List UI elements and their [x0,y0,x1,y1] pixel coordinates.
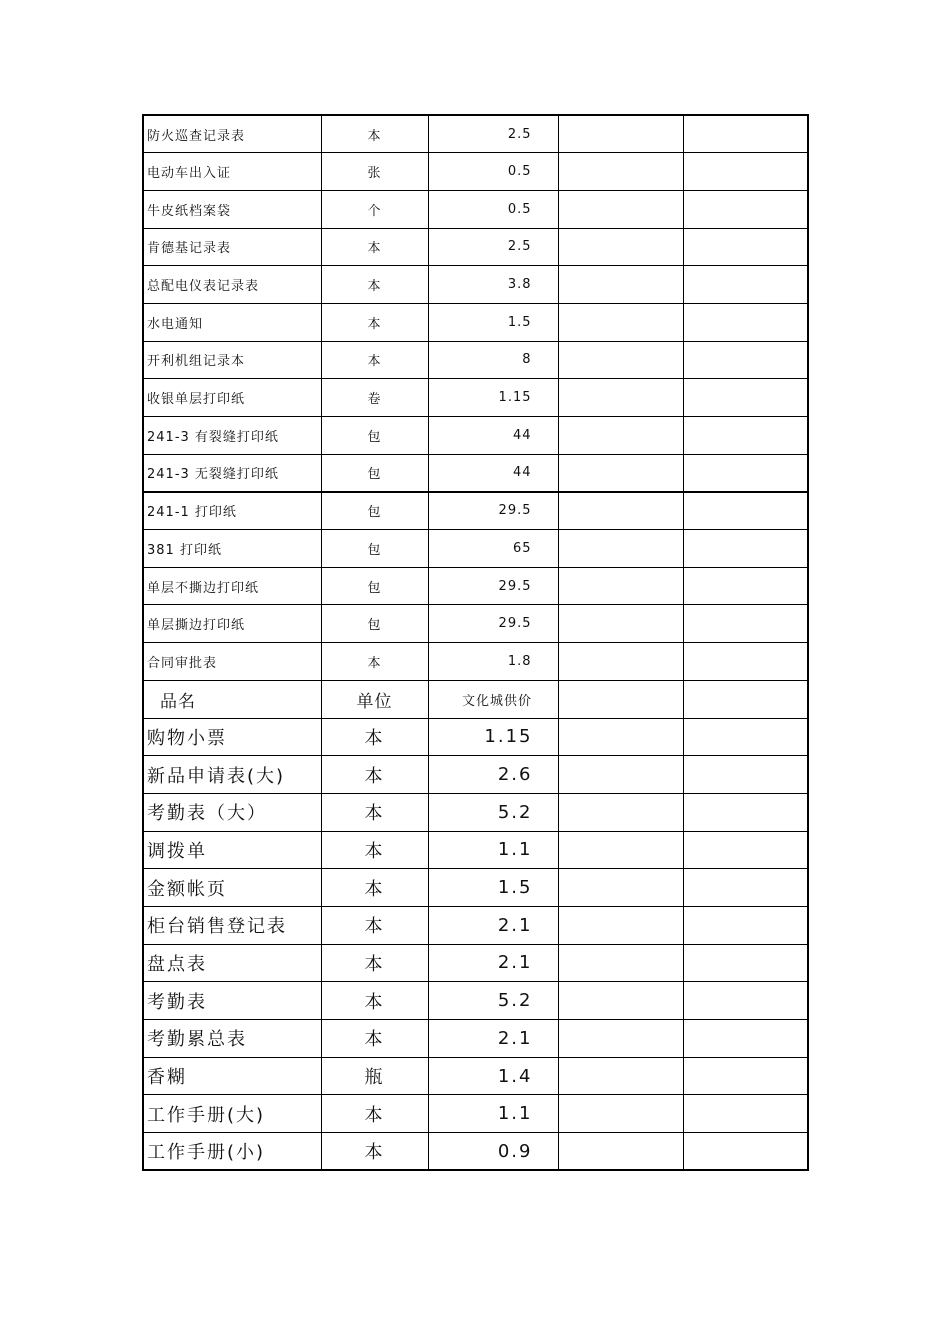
item-price-cell: 1.15 [428,718,558,756]
blank-cell [558,492,683,530]
item-unit-cell: 张 [321,153,428,191]
blank-cell [683,341,808,379]
item-unit-cell: 包 [321,530,428,568]
blank-cell [683,303,808,341]
item-unit-cell: 本 [321,793,428,831]
item-price-cell: 29.5 [428,567,558,605]
item-name-cell: 收银单层打印纸 [143,379,321,417]
blank-cell [683,417,808,455]
blank-cell [683,379,808,417]
header-price-cell: 文化城供价 [428,680,558,718]
table-row [143,1020,808,1058]
table-header-row [143,680,808,718]
table-row [143,1095,808,1133]
item-price-cell: 2.5 [428,228,558,266]
blank-cell [558,793,683,831]
item-price-cell: 65 [428,530,558,568]
table-row [143,605,808,643]
item-name-cell: 241-1 打印纸 [143,492,321,530]
item-price-cell: 2.6 [428,756,558,794]
item-name-cell: 工作手册(大) [143,1095,321,1133]
table-row [143,379,808,417]
item-name-cell: 调拨单 [143,831,321,869]
item-unit-cell: 个 [321,190,428,228]
item-price-cell: 5.2 [428,793,558,831]
item-price-cell: 1.8 [428,643,558,681]
table-row [143,303,808,341]
item-price-cell: 1.5 [428,303,558,341]
blank-cell [683,793,808,831]
item-name-cell: 防火巡查记录表 [143,115,321,153]
item-name-cell: 香糊 [143,1057,321,1095]
item-name-cell: 柜台销售登记表 [143,906,321,944]
item-price-cell: 8 [428,341,558,379]
item-name-cell: 电动车出入证 [143,153,321,191]
item-unit-cell: 包 [321,567,428,605]
blank-cell [683,1095,808,1133]
blank-cell [558,379,683,417]
item-name-cell: 购物小票 [143,718,321,756]
blank-cell [558,831,683,869]
table-row [143,190,808,228]
blank-cell [558,454,683,492]
blank-cell [683,643,808,681]
item-price-cell: 2.1 [428,906,558,944]
blank-cell [683,115,808,153]
item-name-cell: 水电通知 [143,303,321,341]
item-unit-cell: 本 [321,718,428,756]
item-unit-cell: 本 [321,341,428,379]
table-row [143,454,808,492]
item-unit-cell: 本 [321,643,428,681]
item-price-cell: 0.5 [428,153,558,191]
table-row [143,492,808,530]
item-name-cell: 考勤表 [143,982,321,1020]
item-unit-cell: 本 [321,944,428,982]
header-unit-cell: 单位 [321,680,428,718]
blank-cell [558,266,683,304]
blank-cell [558,869,683,907]
price-table [142,114,809,1171]
table-row [143,417,808,455]
item-price-cell: 44 [428,454,558,492]
header-name-cell: 品名 [143,680,321,718]
item-unit-cell: 包 [321,605,428,643]
blank-cell [683,982,808,1020]
blank-cell [558,1020,683,1058]
blank-cell [558,417,683,455]
table-row [143,341,808,379]
item-unit-cell: 本 [321,266,428,304]
item-price-cell: 0.5 [428,190,558,228]
blank-cell [683,906,808,944]
header-blank-cell [683,680,808,718]
item-name-cell: 牛皮纸档案袋 [143,190,321,228]
item-name-cell: 考勤累总表 [143,1020,321,1058]
item-price-cell: 5.2 [428,982,558,1020]
blank-cell [683,718,808,756]
blank-cell [558,228,683,266]
blank-cell [558,718,683,756]
item-unit-cell: 本 [321,831,428,869]
blank-cell [558,341,683,379]
blank-cell [558,153,683,191]
item-price-cell: 44 [428,417,558,455]
table-row [143,530,808,568]
item-unit-cell: 本 [321,906,428,944]
blank-cell [558,1095,683,1133]
blank-cell [683,153,808,191]
item-price-cell: 2.1 [428,944,558,982]
table-row [143,153,808,191]
blank-cell [683,944,808,982]
blank-cell [558,906,683,944]
item-price-cell: 0.9 [428,1133,558,1171]
item-name-cell: 工作手册(小) [143,1133,321,1171]
blank-cell [683,1133,808,1171]
blank-cell [683,1057,808,1095]
item-unit-cell: 本 [321,303,428,341]
item-price-cell: 1.4 [428,1057,558,1095]
price-table-body [143,115,808,1170]
item-price-cell: 3.8 [428,266,558,304]
blank-cell [683,454,808,492]
item-unit-cell: 本 [321,756,428,794]
table-row [143,831,808,869]
table-row [143,643,808,681]
table-row [143,567,808,605]
item-unit-cell: 本 [321,1095,428,1133]
blank-cell [558,190,683,228]
blank-cell [683,567,808,605]
blank-cell [558,530,683,568]
item-price-cell: 2.1 [428,1020,558,1058]
item-unit-cell: 本 [321,115,428,153]
table-row [143,756,808,794]
item-unit-cell: 包 [321,492,428,530]
blank-cell [558,567,683,605]
item-unit-cell: 包 [321,454,428,492]
item-name-cell: 总配电仪表记录表 [143,266,321,304]
item-name-cell: 考勤表（大） [143,793,321,831]
item-unit-cell: 瓶 [321,1057,428,1095]
blank-cell [683,492,808,530]
item-price-cell: 1.15 [428,379,558,417]
item-name-cell: 开利机组记录本 [143,341,321,379]
table-row [143,1133,808,1171]
item-unit-cell: 本 [321,869,428,907]
item-name-cell: 单层撕边打印纸 [143,605,321,643]
item-name-cell: 单层不撕边打印纸 [143,567,321,605]
item-name-cell: 金额帐页 [143,869,321,907]
table-row [143,718,808,756]
blank-cell [683,266,808,304]
table-row [143,266,808,304]
blank-cell [558,944,683,982]
blank-cell [558,756,683,794]
table-row [143,793,808,831]
item-unit-cell: 本 [321,1133,428,1171]
item-name-cell: 新品申请表(大) [143,756,321,794]
table-row [143,906,808,944]
item-unit-cell: 本 [321,1020,428,1058]
blank-cell [558,115,683,153]
item-price-cell: 29.5 [428,492,558,530]
item-name-cell: 合同审批表 [143,643,321,681]
blank-cell [683,190,808,228]
item-unit-cell: 本 [321,982,428,1020]
table-row [143,228,808,266]
table-row [143,982,808,1020]
table-row [143,1057,808,1095]
blank-cell [558,643,683,681]
item-name-cell: 381 打印纸 [143,530,321,568]
item-name-cell: 盘点表 [143,944,321,982]
item-unit-cell: 本 [321,228,428,266]
item-unit-cell: 包 [321,417,428,455]
blank-cell [683,756,808,794]
blank-cell [683,228,808,266]
item-price-cell: 1.5 [428,869,558,907]
blank-cell [558,303,683,341]
blank-cell [683,530,808,568]
blank-cell [683,605,808,643]
item-price-cell: 2.5 [428,115,558,153]
blank-cell [558,605,683,643]
blank-cell [558,982,683,1020]
item-unit-cell: 卷 [321,379,428,417]
header-blank-cell [558,680,683,718]
blank-cell [683,869,808,907]
table-row [143,869,808,907]
item-name-cell: 肯德基记录表 [143,228,321,266]
blank-cell [683,831,808,869]
item-price-cell: 29.5 [428,605,558,643]
blank-cell [558,1057,683,1095]
item-price-cell: 1.1 [428,1095,558,1133]
item-price-cell: 1.1 [428,831,558,869]
table-row [143,944,808,982]
blank-cell [683,1020,808,1058]
item-name-cell: 241-3 无裂缝打印纸 [143,454,321,492]
item-name-cell: 241-3 有裂缝打印纸 [143,417,321,455]
table-row [143,115,808,153]
blank-cell [558,1133,683,1171]
